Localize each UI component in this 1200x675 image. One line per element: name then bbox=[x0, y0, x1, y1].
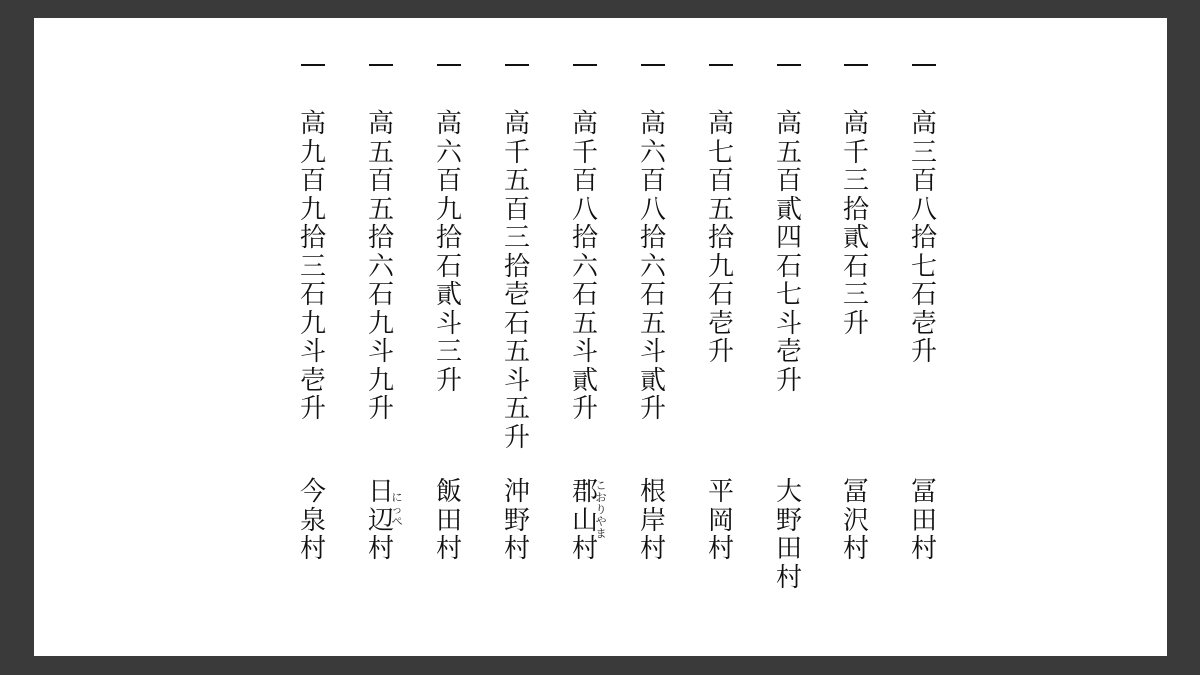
entry-column bbox=[701, 18, 741, 656]
village-reading-ruby: に っ ぺ bbox=[391, 491, 403, 528]
village-name: 冨 田 村 bbox=[910, 477, 937, 564]
village-reading-ruby: こ お り や ま bbox=[595, 479, 607, 540]
entry-marker bbox=[301, 64, 325, 66]
entry-column bbox=[293, 18, 333, 656]
yield-amount: 高 九 百 九 拾 三 石 九 斗 壱 升 bbox=[299, 109, 326, 424]
yield-amount: 高 七 百 五 拾 九 石 壱 升 bbox=[707, 109, 734, 367]
yield-amount: 高 五 百 貳 四 石 七 斗 壱 升 bbox=[775, 109, 802, 396]
yield-amount: 高 六 百 八 拾 六 石 五 斗 貳 升 bbox=[639, 109, 666, 424]
village-name: 飯 田 村 bbox=[435, 477, 462, 564]
entry-marker bbox=[369, 64, 393, 66]
yield-amount: 高 三 百 八 拾 七 石 壱 升 bbox=[910, 109, 937, 367]
entry-marker bbox=[844, 64, 868, 66]
yield-amount: 高 六 百 九 拾 石 貳 斗 三 升 bbox=[435, 109, 462, 396]
village-name: 郡 山 村 bbox=[571, 477, 598, 564]
village-name: 日 辺 村 bbox=[367, 477, 394, 564]
entry-column bbox=[836, 18, 876, 656]
entry-marker bbox=[777, 64, 801, 66]
document-page bbox=[34, 18, 1167, 656]
village-name: 今 泉 村 bbox=[299, 477, 326, 564]
entry-column bbox=[769, 18, 809, 656]
entry-marker bbox=[437, 64, 461, 66]
entry-marker bbox=[709, 64, 733, 66]
entry-column bbox=[904, 18, 944, 656]
village-name: 大 野 田 村 bbox=[775, 477, 802, 593]
entry-column bbox=[429, 18, 469, 656]
yield-amount: 高 千 三 拾 貳 石 三 升 bbox=[842, 109, 869, 339]
entry-column bbox=[633, 18, 673, 656]
yield-amount: 高 千 百 八 拾 六 石 五 斗 貳 升 bbox=[571, 109, 598, 424]
entry-marker bbox=[641, 64, 665, 66]
entry-marker bbox=[505, 64, 529, 66]
entry-marker bbox=[573, 64, 597, 66]
village-name: 沖 野 村 bbox=[503, 477, 530, 564]
entry-column bbox=[361, 18, 401, 656]
yield-amount: 高 五 百 五 拾 六 石 九 斗 九 升 bbox=[367, 109, 394, 424]
entry-column bbox=[497, 18, 537, 656]
entry-marker bbox=[912, 64, 936, 66]
village-name: 根 岸 村 bbox=[639, 477, 666, 564]
yield-amount: 高 千 五 百 三 拾 壱 石 五 斗 五 升 bbox=[503, 109, 530, 453]
village-name: 冨 沢 村 bbox=[842, 477, 869, 564]
village-name: 平 岡 村 bbox=[707, 477, 734, 564]
entry-column bbox=[565, 18, 605, 656]
